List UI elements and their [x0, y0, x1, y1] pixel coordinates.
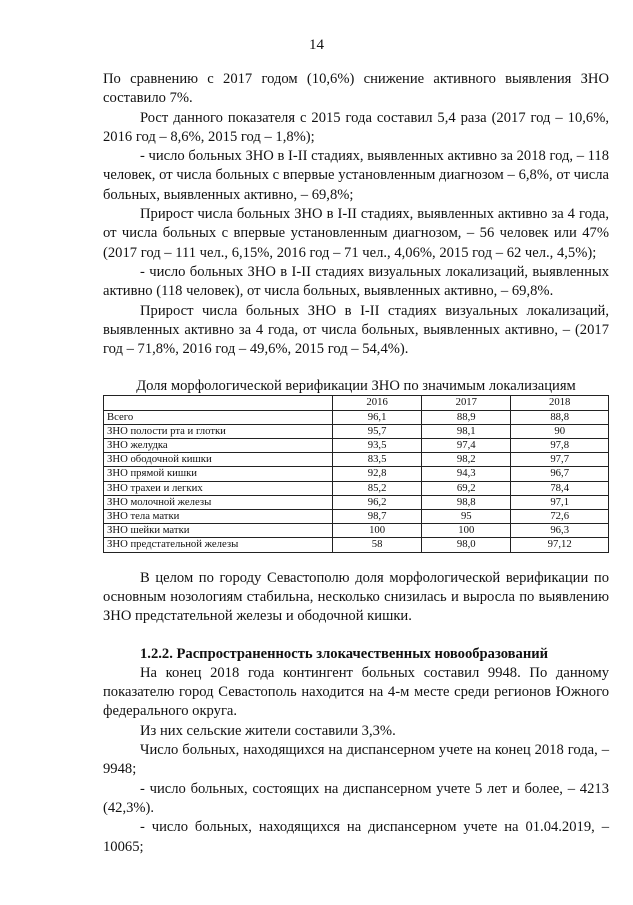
table-caption: Доля морфологической верификации ЗНО по значимым локализациям [136, 378, 576, 395]
paragraph: - число больных, находящихся на диспансерном учете на 01.04.2019, – 10065; [103, 819, 609, 855]
table-row [104, 510, 609, 524]
section-heading: 1.2.2. Распространенность злокачественных новообразований [140, 645, 549, 662]
table-row [104, 538, 609, 552]
row-label-cell: ЗНО ободочной кишки [104, 453, 333, 467]
row-label-cell: ЗНО тела матки [104, 510, 333, 524]
value-cell: 78,4 [511, 481, 609, 495]
value-cell: 97,12 [511, 538, 609, 552]
value-cell: 72,6 [511, 510, 609, 524]
document-body [103, 70, 609, 857]
value-cell: 98,8 [422, 495, 511, 509]
value-cell: 94,3 [422, 467, 511, 481]
value-cell: 96,1 [333, 410, 422, 424]
table-row [104, 467, 609, 481]
table-row [104, 481, 609, 495]
value-cell: 97,1 [511, 495, 609, 509]
row-label-cell: ЗНО трахеи и легких [104, 481, 333, 495]
verification-table [103, 395, 609, 552]
value-cell: 97,4 [422, 439, 511, 453]
table-body [104, 410, 609, 552]
value-cell: 85,2 [333, 481, 422, 495]
paragraph: Рост данного показателя с 2015 года составил 5,4 раза (2017 год – 10,6%, 2016 год – 8,6%, 2015 год – 1,8%); [103, 109, 609, 145]
value-cell: 69,2 [422, 481, 511, 495]
row-label-cell: ЗНО полости рта и глотки [104, 424, 333, 438]
value-cell: 88,8 [511, 410, 609, 424]
value-cell: 58 [333, 538, 422, 552]
value-cell: 90 [511, 424, 609, 438]
paragraph: На конец 2018 года контингент больных составил 9948. По данному показателю город Севастополь находится на 4-м месте среди регионов Южного федерального округа. [103, 664, 609, 720]
value-cell: 98,1 [422, 424, 511, 438]
value-cell: 98,2 [422, 453, 511, 467]
table-row [104, 453, 609, 467]
table-header-row [104, 396, 609, 410]
row-label-cell: ЗНО шейки матки [104, 524, 333, 538]
value-cell: 96,7 [511, 467, 609, 481]
row-label-cell: ЗНО предстательной железы [104, 538, 333, 552]
value-cell: 98,0 [422, 538, 511, 552]
value-cell: 88,9 [422, 410, 511, 424]
value-cell: 96,2 [333, 495, 422, 509]
paragraph: Прирост числа больных ЗНО в I-II стадиях, выявленных активно за 4 года, от числа больных с впервые установленным диагнозом, – 56 человек или 47% (2017 год – 111 чел., 6,15%, 2016 год – 71 чел., 4,06%, 2015 год – 62 чел., 4,5%); [103, 206, 609, 261]
table-header-cell [104, 396, 333, 410]
row-label-cell: ЗНО прямой кишки [104, 467, 333, 481]
paragraph: Прирост числа больных ЗНО в I-II стадиях визуальных локализаций, выявленных активно за 4 года, от числа больных, выявленных активно, – (2017 год – 71,8%, 2016 год – 49,6%, 2015 год – 54,4%). [103, 302, 609, 358]
value-cell: 83,5 [333, 453, 422, 467]
value-cell: 93,5 [333, 439, 422, 453]
paragraph: - число больных ЗНО в I-II стадиях визуальных локализаций, выявленных активно (118 человек), от числа больных, выявленных активно, – 69,8%. [103, 263, 609, 300]
bottom-paragraphs [103, 664, 609, 857]
row-label-cell: ЗНО молочной железы [104, 495, 333, 509]
row-label-cell: ЗНО желудка [104, 439, 333, 453]
value-cell: 96,3 [511, 524, 609, 538]
value-cell: 95,7 [333, 424, 422, 438]
table-header-cell: 2016 [333, 396, 422, 410]
table-header-cell: 2017 [422, 396, 511, 410]
value-cell: 100 [333, 524, 422, 538]
paragraph: Из них сельские жители составили 3,3%. [140, 722, 396, 739]
value-cell: 95 [422, 510, 511, 524]
value-cell: 92,8 [333, 467, 422, 481]
table-row [104, 424, 609, 438]
paragraph: - число больных ЗНО в I-II стадиях, выявленных активно за 2018 год, – 118 человек, от числа больных с впервые установленным диагнозом – 6,8%, от числа больных, выявленных активно, – 69,8%; [103, 148, 609, 203]
paragraph: - число больных, состоящих на диспансерном учете 5 лет и более, – 4213 (42,3%). [103, 780, 609, 816]
value-cell: 97,7 [511, 453, 609, 467]
value-cell: 100 [422, 524, 511, 538]
table-row [104, 439, 609, 453]
table-row [104, 410, 609, 424]
table-header-cell: 2018 [511, 396, 609, 410]
top-paragraphs [103, 70, 609, 359]
paragraph-after-table: В целом по городу Севастополю доля морфологической верификации по основным нозологиям стабильна, несколько снизилась и выросла по выявлению ЗНО предстательной железы и ободочной кишки. [103, 569, 609, 625]
paragraph: По сравнению с 2017 годом (10,6%) снижение активного выявления ЗНО составило 7%. [103, 71, 609, 107]
table-row [104, 524, 609, 538]
page-number: 14 [309, 37, 324, 53]
row-label-cell: Всего [104, 410, 333, 424]
value-cell: 97,8 [511, 439, 609, 453]
value-cell: 98,7 [333, 510, 422, 524]
table-row [104, 495, 609, 509]
paragraph: Число больных, находящихся на диспансерном учете на конец 2018 года, – 9948; [103, 742, 609, 778]
